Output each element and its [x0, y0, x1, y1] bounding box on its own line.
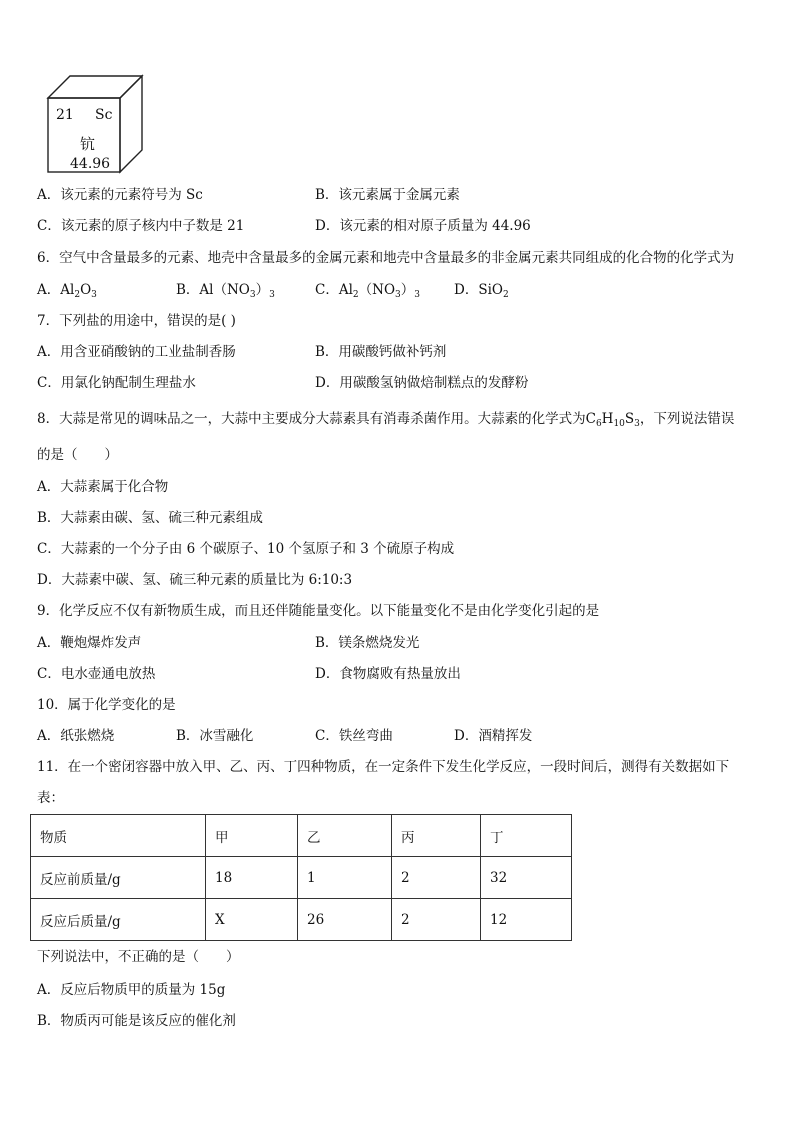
table-cell: 26: [298, 899, 392, 941]
table-cell: 反应前质量/g: [31, 857, 206, 899]
q9-stem: 9．化学反应不仅有新物质生成，而且还伴随能量变化。以下能量变化不是由化学变化引起的是: [37, 603, 600, 619]
q5-option-c: C．该元素的原子核内中子数是 21: [37, 218, 245, 234]
q9-option-d: D．食物腐败有热量放出: [315, 666, 461, 682]
mass-data-table: [30, 814, 572, 941]
q8-option-d: D．大蒜素中碳、氢、硫三种元素的质量比为 6:10:3: [37, 572, 353, 588]
q8-option-c: C．大蒜素的一个分子由 6 个碳原子、10 个氢原子和 3 个硫原子构成: [37, 541, 455, 557]
q5-option-a: A．该元素的元素符号为 Sc: [37, 187, 203, 203]
q8-stem-line1: 8．大蒜是常见的调味品之一，大蒜中主要成分大蒜素具有消毒杀菌作用。大蒜素的化学式为$C_6H_{10}S_3$，下列说法错误: [37, 411, 735, 429]
q6-option-d: D．SiO$_2$: [454, 282, 509, 300]
table-cell: 1: [298, 857, 392, 899]
table-header-cell: 乙: [298, 815, 392, 857]
allicin-formula: $C_6H_{10}S_3$: [585, 411, 640, 429]
q6-option-b: B．$Al(NO_3)_3$: [176, 282, 275, 300]
q10-option-b: B．冰雪融化: [176, 728, 254, 744]
table-row: [31, 857, 572, 899]
q10-option-d: D．酒精挥发: [454, 728, 533, 744]
q6-stem: 6．空气中含量最多的元素、地壳中含量最多的金属元素和地壳中含量最多的非金属元素共同组成的化合物的化学式为: [37, 250, 735, 266]
q7-stem: 7．下列盐的用途中，错误的是( ): [37, 313, 236, 329]
table-cell: X: [206, 899, 298, 941]
q11-question: 下列说法中，不正确的是（ ）: [37, 949, 240, 965]
atomic-mass: 44.96: [70, 156, 111, 172]
q11-stem-line2: 表：: [37, 790, 64, 806]
q6-option-a: A．$Al_2O_3$: [37, 282, 97, 300]
table-cell: 18: [206, 857, 298, 899]
q11-stem-line1: 11．在一个密闭容器中放入甲、乙、丙、丁四种物质，在一定条件下发生化学反应，一段时间后，测得有关数据如下: [37, 759, 730, 775]
table-cell: 反应后质量/g: [31, 899, 206, 941]
q7-option-d: D．用碳酸氢钠做焙制糕点的发酵粉: [315, 375, 529, 391]
table-row: [31, 899, 572, 941]
table-header-row: [31, 815, 572, 857]
table-header-cell: 丁: [481, 815, 572, 857]
q10-option-c: C．铁丝弯曲: [315, 728, 393, 744]
q11-option-a: A．反应后物质甲的质量为 15g: [37, 982, 226, 998]
q5-option-d: D．该元素的相对原子质量为 44.96: [315, 218, 531, 234]
q8-option-b: B．大蒜素由碳、氢、硫三种元素组成: [37, 510, 263, 526]
table-cell: 2: [392, 899, 481, 941]
q8-option-a: A．大蒜素属于化合物: [37, 479, 169, 495]
q9-option-a: A．鞭炮爆炸发声: [37, 635, 142, 651]
atomic-number: 21: [56, 107, 74, 123]
table-cell: 32: [481, 857, 572, 899]
q7-option-b: B．用碳酸钙做补钙剂: [315, 344, 447, 360]
q5-option-b: B．该元素属于金属元素: [315, 187, 460, 203]
q7-option-a: A．用含亚硝酸钠的工业盐制香肠: [37, 344, 236, 360]
element-tile: [46, 74, 146, 174]
q10-option-a: A．纸张燃烧: [37, 728, 115, 744]
q9-option-b: B．镁条燃烧发光: [315, 635, 420, 651]
q8-stem-line2: 的是（ ）: [37, 447, 118, 463]
q9-option-c: C．电水壶通电放热: [37, 666, 156, 682]
table-cell: 2: [392, 857, 481, 899]
q6-option-c: C．$Al_2(NO_3)_3$: [315, 282, 420, 300]
q11-option-b: B．物质丙可能是该反应的催化剂: [37, 1013, 236, 1029]
table-cell: 12: [481, 899, 572, 941]
table-header-cell: 物质: [31, 815, 206, 857]
table-header-cell: 甲: [206, 815, 298, 857]
element-symbol: Sc: [95, 107, 113, 123]
element-name: 钪: [80, 135, 96, 153]
q7-option-c: C．用氯化钠配制生理盐水: [37, 375, 196, 391]
q10-stem: 10．属于化学变化的是: [37, 697, 176, 713]
table-header-cell: 丙: [392, 815, 481, 857]
